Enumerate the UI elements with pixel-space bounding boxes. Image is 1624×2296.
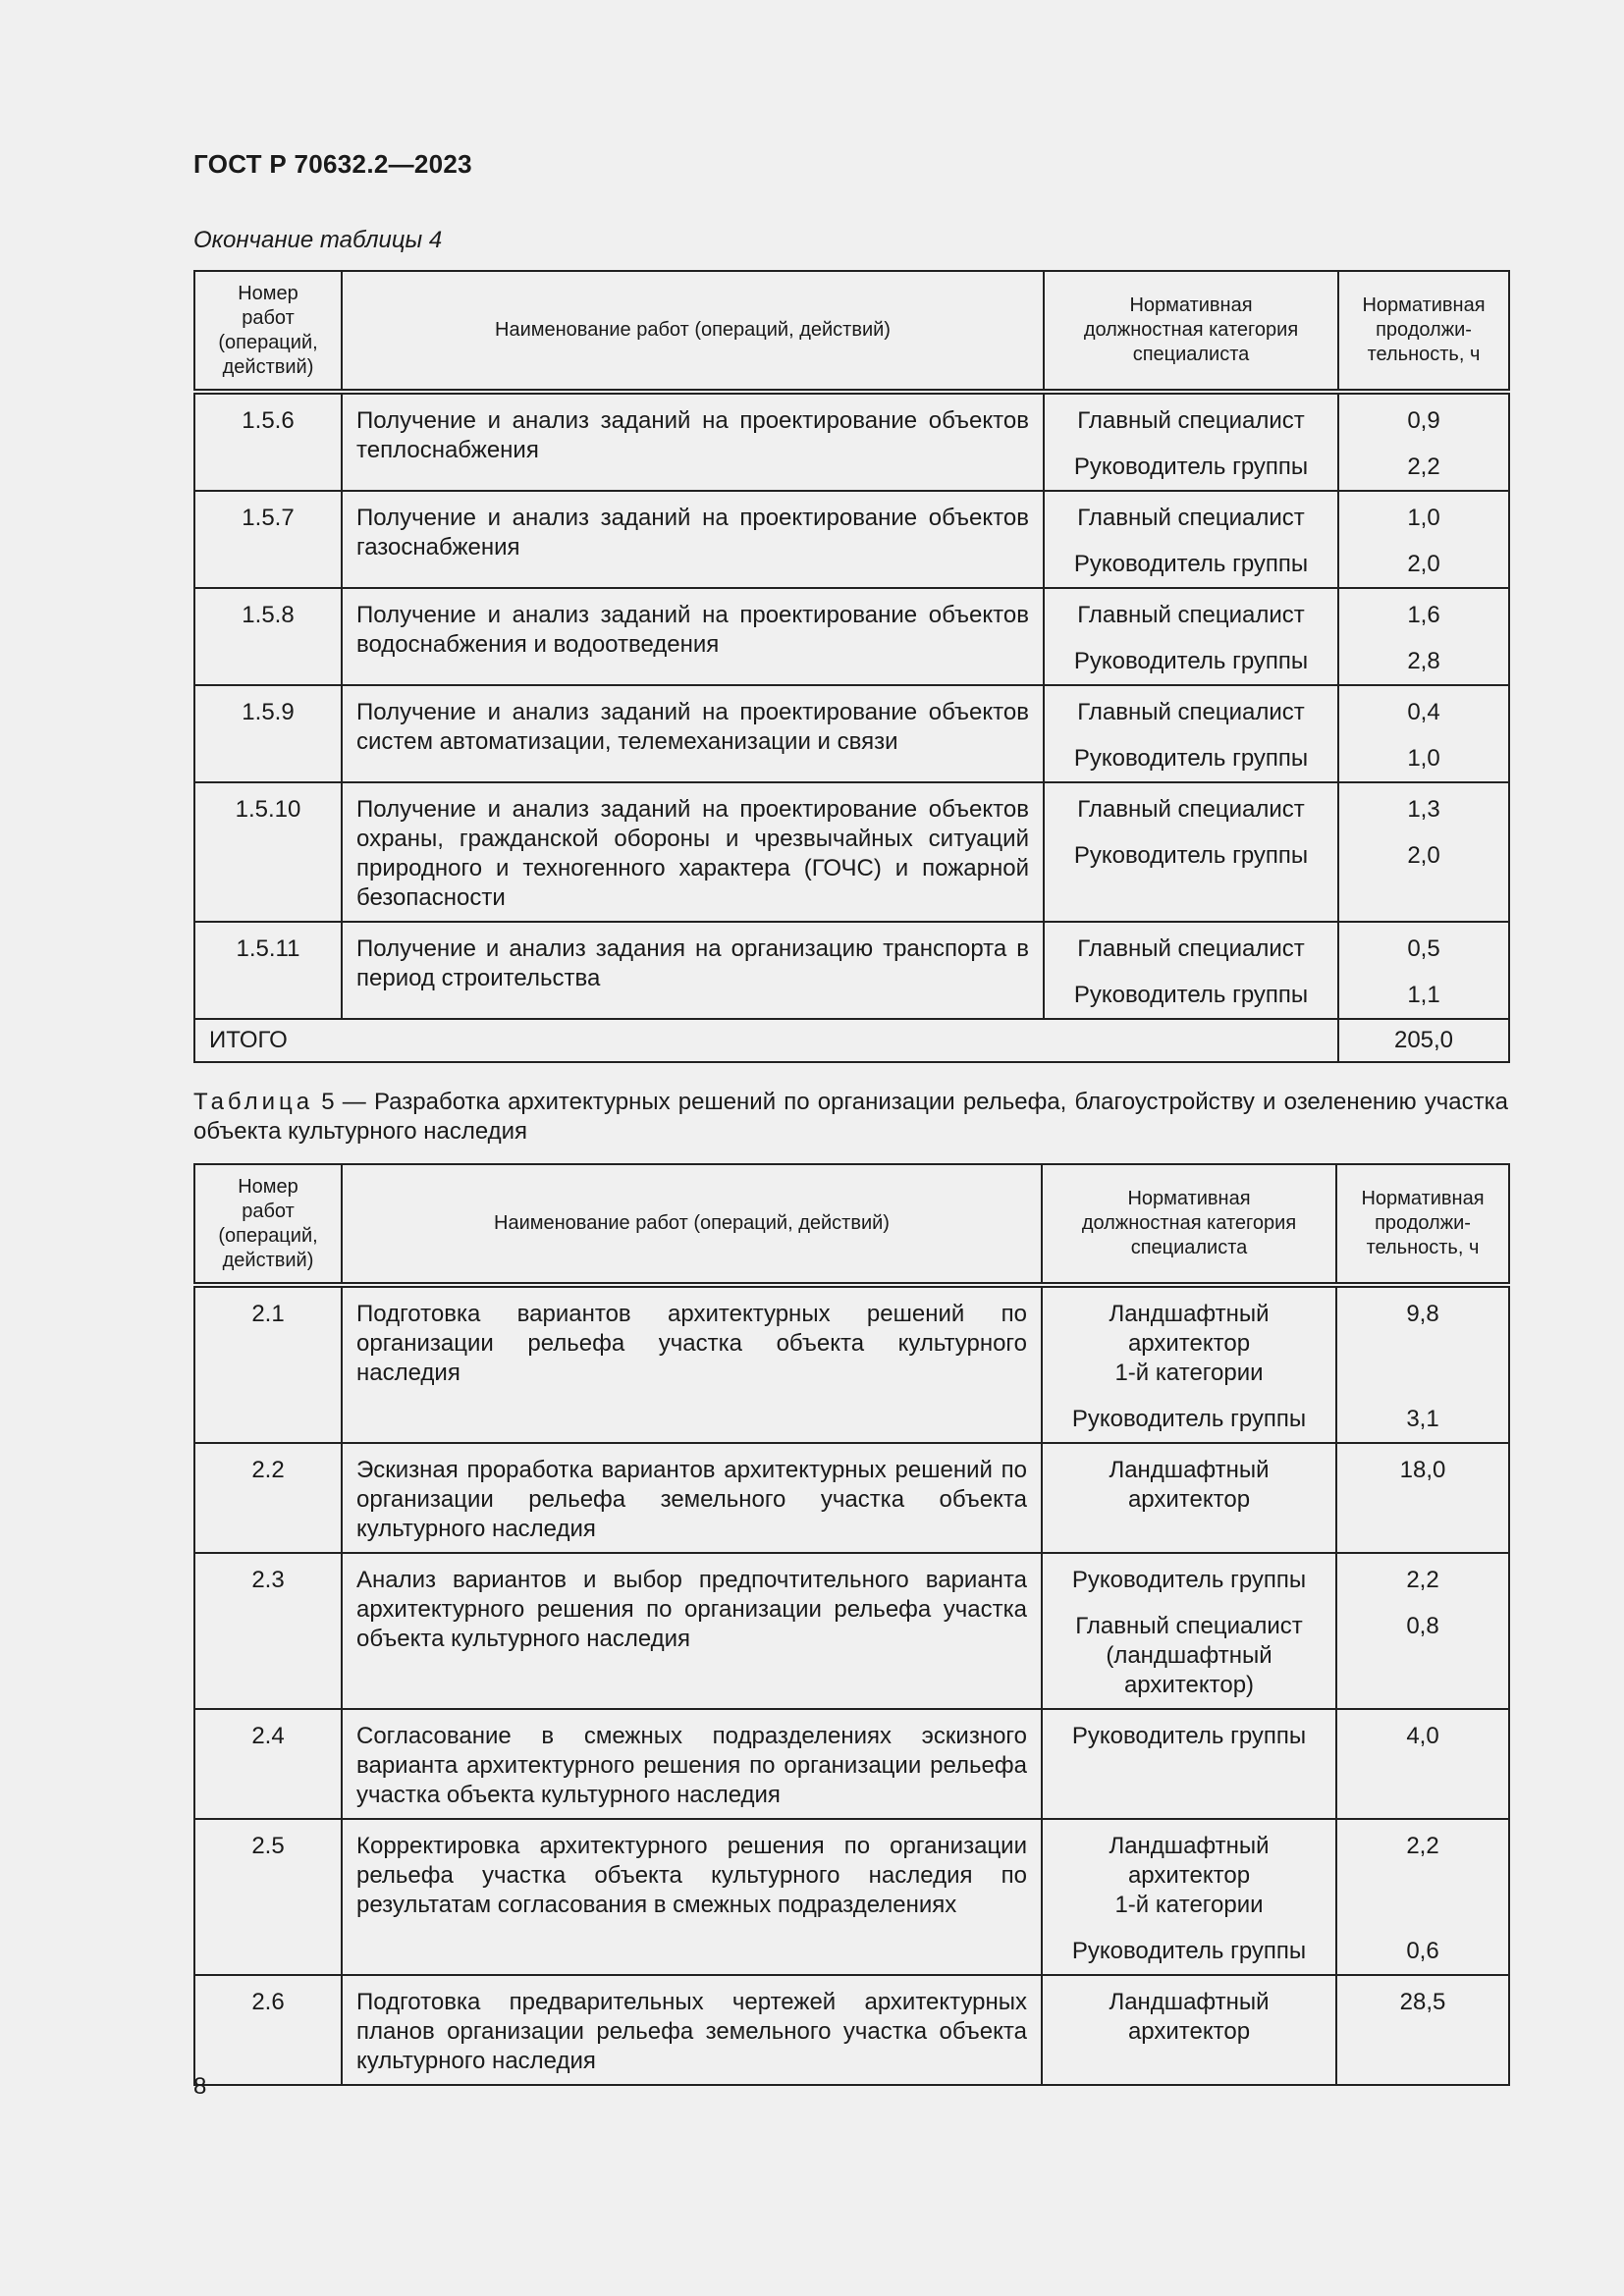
specialist-category <box>1042 1553 1336 1709</box>
total-value: 205,0 <box>1338 1019 1509 1062</box>
duration-value: 1,0 <box>1407 745 1440 772</box>
table-5 <box>193 1163 1510 2086</box>
category-line: Главный специалист <box>1077 699 1305 725</box>
table-row <box>194 1443 1509 1553</box>
category-line: Руководитель группы <box>1071 1567 1307 1593</box>
specialist-category <box>1044 922 1338 1019</box>
work-number: 2.5 <box>194 1819 342 1975</box>
category-line: Руководитель группы <box>1071 1406 1307 1432</box>
duration-value: 9,8 <box>1406 1301 1439 1327</box>
header-line: должностная категория <box>1081 1212 1297 1234</box>
work-name: Получение и анализ задания на организацию транспорта в период строительства <box>342 922 1044 1019</box>
duration-value: 2,2 <box>1406 1567 1439 1593</box>
duration <box>1338 392 1509 491</box>
specialist-category <box>1042 1443 1336 1553</box>
category-line: Главный специалист <box>1077 602 1305 628</box>
category-line: (ландшафтный <box>1106 1642 1272 1669</box>
duration-value: 0,8 <box>1406 1613 1439 1639</box>
duration <box>1338 922 1509 1019</box>
duration-value: 3,1 <box>1406 1406 1439 1432</box>
header-duration <box>1336 1164 1509 1285</box>
table-row <box>194 922 1509 1019</box>
work-number: 2.6 <box>194 1975 342 2085</box>
table5-body <box>194 1285 1509 2085</box>
work-number: 2.1 <box>194 1285 342 1443</box>
table-row <box>194 1553 1509 1709</box>
category-line: Ландшафтный <box>1109 1989 1270 2015</box>
work-number: 1.5.8 <box>194 588 342 685</box>
header-duration <box>1338 271 1509 392</box>
specialist-category <box>1044 685 1338 782</box>
document-code: ГОСТ Р 70632.2—2023 <box>193 149 472 179</box>
header-line: Номер <box>238 1175 298 1198</box>
specialist-category <box>1042 1819 1336 1975</box>
category-line: архитектор <box>1127 2018 1251 2045</box>
category-line: Руководитель группы <box>1073 648 1309 674</box>
table-row <box>194 1819 1509 1975</box>
header-line: Нормативная <box>1361 1188 1485 1209</box>
work-name: Корректировка архитектурного решения по организации рельефа участка объекта культурного наследия по результатам согласования в смежных подразделениях <box>342 1819 1042 1975</box>
header-line: Нормативная <box>1129 294 1253 316</box>
category-line: Руководитель группы <box>1073 551 1309 577</box>
specialist-category <box>1042 1709 1336 1819</box>
category-line: Ландшафтный <box>1109 1833 1270 1859</box>
duration-value: 0,4 <box>1407 699 1440 725</box>
table-row <box>194 392 1509 491</box>
work-number: 1.5.7 <box>194 491 342 588</box>
table-row <box>194 1709 1509 1819</box>
table-4 <box>193 270 1510 1063</box>
category-line: Руководитель группы <box>1073 982 1309 1008</box>
table-row <box>194 782 1509 922</box>
table-row <box>194 1975 1509 2085</box>
duration-value: 1,3 <box>1407 796 1440 823</box>
header-line: продолжи- <box>1375 1212 1471 1234</box>
duration <box>1336 1975 1509 2085</box>
category-line: Руководитель группы <box>1071 1938 1307 1964</box>
duration <box>1336 1553 1509 1709</box>
work-name: Получение и анализ заданий на проектирование объектов систем автоматизации, телемеханизации и связи <box>342 685 1044 782</box>
table4-body <box>194 392 1509 1019</box>
category-line: архитектор <box>1127 1330 1251 1357</box>
header-line: продолжи- <box>1376 319 1472 341</box>
duration <box>1338 782 1509 922</box>
work-name: Подготовка предварительных чертежей архитектурных планов организации рельефа земельного участка объекта культурного наследия <box>342 1975 1042 2085</box>
table4-caption: Окончание таблицы 4 <box>193 227 443 253</box>
category-line: Главный специалист <box>1077 935 1305 962</box>
category-line: Руководитель группы <box>1073 745 1309 772</box>
duration-value: 0,5 <box>1407 935 1440 962</box>
work-number: 2.3 <box>194 1553 342 1709</box>
work-name: Согласование в смежных подразделениях эскизного варианта архитектурного решения по организации рельефа участка объекта культурного наследия <box>342 1709 1042 1819</box>
table-row <box>194 685 1509 782</box>
header-line: работ <box>242 306 295 329</box>
total-row <box>194 1019 1509 1062</box>
table5-caption-prefix: Таблица <box>193 1089 314 1115</box>
work-name: Подготовка вариантов архитектурных решений по организации рельефа участка объекта культурного наследия <box>342 1285 1042 1443</box>
header-line: Нормативная <box>1362 294 1486 316</box>
work-name: Получение и анализ заданий на проектирование объектов теплоснабжения <box>342 392 1044 491</box>
table-row <box>194 1285 1509 1443</box>
specialist-category <box>1044 491 1338 588</box>
header-line: специалиста <box>1130 1237 1248 1258</box>
category-line: 1-й категории <box>1114 1892 1264 1918</box>
category-line: Руководитель группы <box>1073 842 1309 869</box>
specialist-category <box>1042 1285 1336 1443</box>
category-line: Ландшафтный <box>1109 1457 1270 1483</box>
duration <box>1336 1285 1509 1443</box>
duration-value: 18,0 <box>1399 1457 1446 1483</box>
duration-value: 1,0 <box>1407 505 1440 531</box>
work-name: Получение и анализ заданий на проектирование объектов охраны, гражданской обороны и чрезвычайных ситуаций природного и техногенного характера (ГОЧС) и пожарной безопасности <box>342 782 1044 922</box>
work-number: 1.5.9 <box>194 685 342 782</box>
specialist-category <box>1044 392 1338 491</box>
header-category <box>1042 1164 1336 1285</box>
duration-value: 4,0 <box>1406 1723 1439 1749</box>
table-row <box>194 588 1509 685</box>
duration-value: 2,0 <box>1407 551 1440 577</box>
header-line: (операций, <box>218 331 318 353</box>
table5-caption <box>193 1088 1508 1147</box>
category-line: Главный специалист <box>1077 796 1305 823</box>
duration-value: 1,1 <box>1407 982 1440 1008</box>
header-category <box>1044 271 1338 392</box>
header-line: тельность, ч <box>1366 1237 1480 1258</box>
duration <box>1336 1443 1509 1553</box>
duration <box>1336 1819 1509 1975</box>
category-line: архитектор) <box>1123 1672 1255 1698</box>
header-number <box>194 271 342 392</box>
header-line: действий) <box>222 355 314 378</box>
table5-header <box>194 1164 1509 1285</box>
duration <box>1336 1709 1509 1819</box>
header-line: (операций, <box>218 1224 318 1247</box>
header-number <box>194 1164 342 1285</box>
category-line: архитектор <box>1127 1862 1251 1889</box>
table-row <box>194 491 1509 588</box>
duration-value: 2,0 <box>1407 842 1440 869</box>
specialist-category <box>1044 588 1338 685</box>
work-number: 1.5.6 <box>194 392 342 491</box>
duration <box>1338 685 1509 782</box>
category-line: Главный специалист <box>1075 1613 1303 1639</box>
specialist-category <box>1044 782 1338 922</box>
work-number: 1.5.10 <box>194 782 342 922</box>
duration-value: 2,8 <box>1407 648 1440 674</box>
category-line: Главный специалист <box>1077 505 1305 531</box>
duration <box>1338 588 1509 685</box>
work-number: 1.5.11 <box>194 922 342 1019</box>
duration-value: 28,5 <box>1399 1989 1446 2015</box>
work-name: Эскизная проработка вариантов архитектурных решений по организации рельефа земельного участка объекта культурного наследия <box>342 1443 1042 1553</box>
header-line: Номер <box>238 282 298 304</box>
category-line: Руководитель группы <box>1073 454 1309 480</box>
duration-value: 2,2 <box>1407 454 1440 480</box>
total-label: ИТОГО <box>194 1019 1338 1062</box>
table4-header <box>194 271 1509 392</box>
work-name: Получение и анализ заданий на проектирование объектов газоснабжения <box>342 491 1044 588</box>
page-number: 8 <box>193 2073 207 2100</box>
header-line: должностная категория <box>1083 319 1299 341</box>
duration-value: 0,6 <box>1406 1938 1439 1964</box>
header-name: Наименование работ (операций, действий) <box>342 271 1044 392</box>
header-line: специалиста <box>1132 344 1250 365</box>
work-name: Получение и анализ заданий на проектирование объектов водоснабжения и водоотведения <box>342 588 1044 685</box>
header-line: тельность, ч <box>1367 344 1481 365</box>
header-name: Наименование работ (операций, действий) <box>342 1164 1042 1285</box>
category-line: Главный специалист <box>1077 407 1305 434</box>
table5-caption-text: 5 — Разработка архитектурных решений по организации рельефа, благоустройству и озеленению участка объекта культурного наследия <box>193 1089 1508 1145</box>
duration <box>1338 491 1509 588</box>
specialist-category <box>1042 1975 1336 2085</box>
header-line: работ <box>242 1200 295 1222</box>
category-line: Руководитель группы <box>1071 1723 1307 1749</box>
category-line: 1-й категории <box>1114 1360 1264 1386</box>
duration-value: 2,2 <box>1406 1833 1439 1859</box>
category-line: Ландшафтный <box>1109 1301 1270 1327</box>
header-line: Нормативная <box>1127 1188 1251 1209</box>
category-line: архитектор <box>1127 1486 1251 1513</box>
work-number: 2.2 <box>194 1443 342 1553</box>
duration-value: 0,9 <box>1407 407 1440 434</box>
header-line: действий) <box>222 1249 314 1271</box>
duration-value: 1,6 <box>1407 602 1440 628</box>
work-name: Анализ вариантов и выбор предпочтительного варианта архитектурного решения по организации рельефа участка объекта культурного наследия <box>342 1553 1042 1709</box>
work-number: 2.4 <box>194 1709 342 1819</box>
